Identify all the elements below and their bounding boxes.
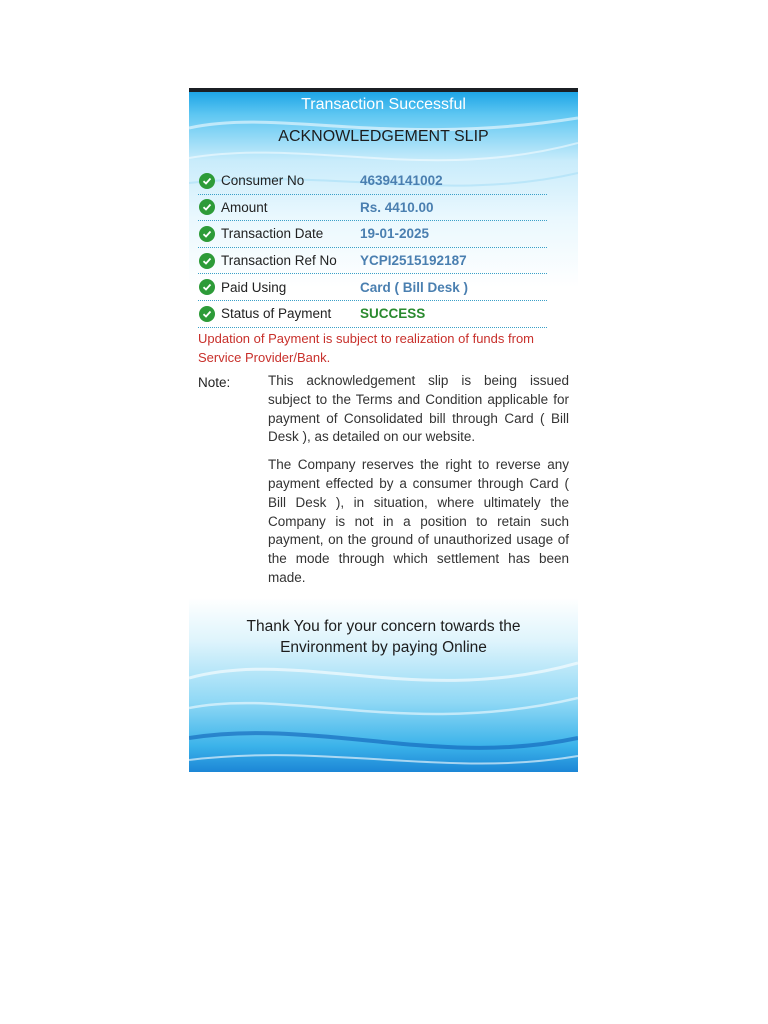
detail-row-transaction-ref-no [198, 248, 547, 275]
acknowledgement-slip [189, 88, 578, 772]
detail-row-consumer-no [198, 168, 547, 195]
note-paragraph: This acknowledgement slip is being issued subject to the Terms and Condition applicable for payment of Consolidated bill through Card ( Bill Desk ), as detailed on our website. [268, 373, 569, 445]
detail-value: YCPI2515192187 [360, 253, 467, 269]
note-label: Note: [198, 375, 231, 390]
check-circle-icon [199, 199, 215, 215]
payment-notice: Updation of Payment is subject to realization of funds from Service Provider/Bank. [198, 331, 535, 365]
status-value: SUCCESS [360, 306, 426, 322]
detail-value: Card ( Bill Desk ) [360, 279, 469, 295]
check-circle-icon [199, 306, 215, 322]
check-circle-icon [199, 279, 215, 295]
thank-you-message [189, 616, 578, 658]
detail-row-amount [198, 195, 547, 222]
detail-row-status-of-payment [198, 301, 547, 328]
check-circle-icon [199, 253, 215, 269]
thank-you-line-2: Environment by paying Online [280, 639, 487, 656]
transaction-details [198, 168, 547, 328]
detail-label: Consumer No [221, 173, 305, 189]
slip-subtitle: ACKNOWLEDGEMENT SLIP [278, 128, 489, 145]
detail-label: Paid Using [221, 279, 287, 295]
detail-value: 46394141002 [360, 173, 443, 189]
detail-label: Transaction Ref No [221, 253, 337, 269]
detail-row-transaction-date [198, 221, 547, 248]
detail-label: Status of Payment [221, 306, 332, 322]
thank-you-line-1: Thank You for your concern towards the [246, 618, 521, 635]
page-title: Transaction Successful [301, 96, 466, 113]
check-circle-icon [199, 226, 215, 242]
detail-label: Transaction Date [221, 226, 324, 242]
note-body [268, 372, 569, 597]
check-circle-icon [199, 173, 215, 189]
detail-row-paid-using [198, 274, 547, 301]
detail-value: Rs. 4410.00 [360, 199, 434, 215]
note-paragraph: The Company reserves the right to reverse any payment effected by a consumer through Card ( Bill Desk ), in situation, where ultimately the Company is not in a position to retain such payment, on the ground of unauthorized usage of the mode through which settlement has been made. [268, 457, 569, 585]
detail-value: 19-01-2025 [360, 226, 430, 242]
detail-label: Amount [221, 199, 268, 215]
